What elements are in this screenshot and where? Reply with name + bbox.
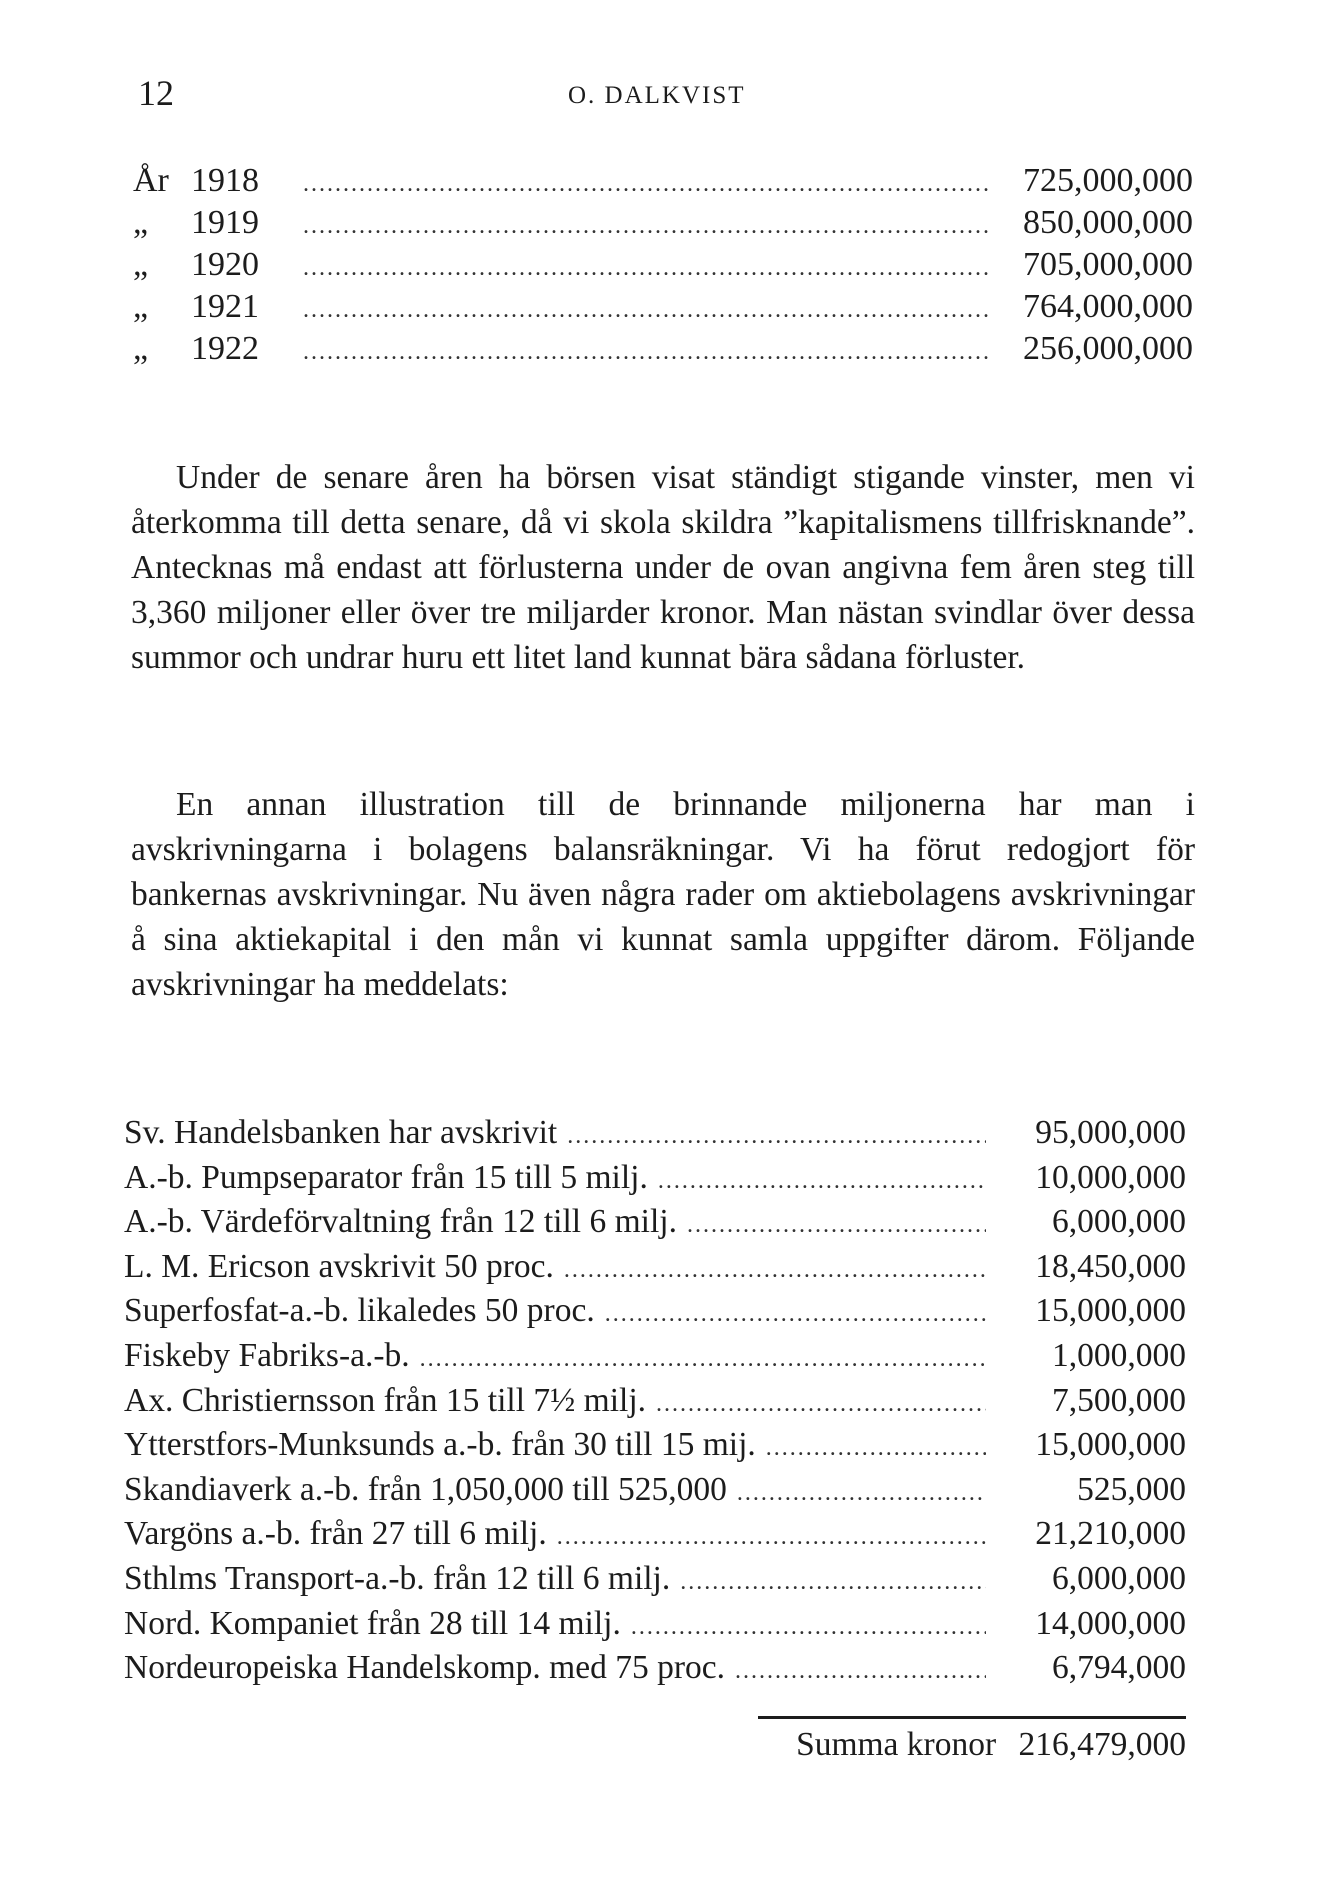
year-amount: 764,000,000 <box>1023 288 1193 325</box>
year-label: 1920 <box>191 246 259 283</box>
writedown-row <box>124 1515 1186 1560</box>
total-label: Summa kronor <box>796 1726 997 1763</box>
paragraph-text: En annan illustration till de brinnande miljonerna har man i avskrivningarna i bolagens balansräkningar. Vi ha förut redogjort för bankernas avskrivningar. Nu även några rader om aktiebolagens avskrivningar å sina aktiekapital i den mån vi kunnat samla uppgifter därom. Följande avskrivningar ha meddelats: <box>131 786 1195 1003</box>
writedown-row <box>124 1203 1186 1248</box>
year-prefix: „ <box>133 330 149 367</box>
writedown-row <box>124 1649 1186 1694</box>
writedown-amount: 14,000,000 <box>1035 1604 1186 1642</box>
dot-leader <box>303 297 991 324</box>
dot-leader <box>737 1480 986 1507</box>
dot-leader <box>303 213 991 240</box>
page-number: 12 <box>138 73 174 113</box>
dot-leader <box>303 339 991 366</box>
writedown-label: Skandiaverk a.-b. från 1,050,000 till 525,000 <box>124 1470 727 1508</box>
writedown-amount: 7,500,000 <box>1052 1381 1186 1419</box>
dot-leader <box>735 1658 986 1685</box>
year-label: 1921 <box>191 288 259 325</box>
total-amount: 216,479,000 <box>1018 1726 1186 1763</box>
paragraph-writedowns <box>131 782 1195 1007</box>
writedown-amount: 1,000,000 <box>1052 1336 1186 1374</box>
year-row <box>133 246 1193 288</box>
dot-leader <box>303 171 991 198</box>
year-prefix: „ <box>133 204 149 241</box>
year-amount: 705,000,000 <box>1023 246 1193 283</box>
writedown-label: Nordeuropeiska Handelskomp. med 75 proc. <box>124 1649 725 1687</box>
total-row <box>600 1726 1186 1764</box>
year-label: 1919 <box>191 204 259 241</box>
dot-leader <box>303 255 991 282</box>
dot-leader <box>631 1614 986 1641</box>
paragraph-losses <box>131 455 1195 680</box>
writedown-row <box>124 1292 1186 1337</box>
writedown-label: A.-b. Värdeförvaltning från 12 till 6 milj. <box>124 1203 677 1241</box>
dot-leader <box>687 1212 986 1239</box>
year-row <box>133 162 1193 204</box>
page-header <box>138 72 1190 122</box>
year-amount: 850,000,000 <box>1023 204 1193 241</box>
year-label: 1918 <box>191 162 259 199</box>
dot-leader <box>420 1346 986 1373</box>
yearly-losses-list <box>133 162 1193 372</box>
dot-leader <box>656 1391 986 1418</box>
writedown-amount: 15,000,000 <box>1035 1292 1186 1330</box>
writedown-amount: 525,000 <box>1077 1470 1186 1508</box>
year-prefix: „ <box>133 246 149 283</box>
writedown-row <box>124 1471 1186 1516</box>
writedown-label: Vargöns a.-b. från 27 till 6 milj. <box>124 1515 547 1553</box>
writedown-amount: 15,000,000 <box>1035 1426 1186 1464</box>
dot-leader <box>658 1168 986 1195</box>
total-rule <box>758 1716 1186 1719</box>
writedown-label: Superfosfat-a.-b. likaledes 50 proc. <box>124 1292 595 1330</box>
writedown-amount: 18,450,000 <box>1035 1247 1186 1285</box>
writedown-amount: 21,210,000 <box>1035 1515 1186 1553</box>
year-amount: 256,000,000 <box>1023 330 1193 367</box>
writedown-label: Fiskeby Fabriks-a.-b. <box>124 1336 410 1374</box>
dot-leader <box>557 1524 986 1551</box>
writedown-label: Ax. Christiernsson från 15 till 7½ milj. <box>124 1381 647 1419</box>
dot-leader <box>680 1569 986 1596</box>
dot-leader <box>766 1435 986 1462</box>
writedown-amount: 95,000,000 <box>1035 1114 1186 1151</box>
year-row <box>133 288 1193 330</box>
year-label: 1922 <box>191 330 259 367</box>
writedown-amount: 10,000,000 <box>1035 1158 1186 1196</box>
year-prefix: „ <box>133 288 149 325</box>
writedown-row <box>124 1248 1186 1293</box>
writedown-label: Sthlms Transport-a.-b. från 12 till 6 milj. <box>124 1559 671 1597</box>
writedown-amount: 6,000,000 <box>1052 1203 1186 1241</box>
dot-leader <box>605 1301 986 1328</box>
year-prefix: År <box>133 162 169 199</box>
writedown-label: A.-b. Pumpseparator från 15 till 5 milj. <box>124 1158 648 1196</box>
writedown-row <box>124 1159 1186 1204</box>
writedown-row <box>124 1382 1186 1427</box>
running-head: O. DALKVIST <box>568 82 746 109</box>
paragraph-text: Under de senare åren ha börsen visat ständigt stigande vinster, men vi återkomma till detta senare, då vi skola skildra ”kapitalismens tillfrisknande”. Antecknas må endast att förlusterna under de ovan angivna fem åren steg till 3,360 miljoner eller över tre miljarder kronor. Man nästan svindlar över dessa summor och undrar huru ett litet land kunnat bära sådana förluster. <box>131 459 1195 676</box>
year-amount: 725,000,000 <box>1023 162 1193 199</box>
writedown-row <box>124 1337 1186 1382</box>
year-row <box>133 330 1193 372</box>
writedown-label: L. M. Ericson avskrivit 50 proc. <box>124 1247 554 1285</box>
dot-leader <box>564 1257 986 1284</box>
writedown-row <box>124 1426 1186 1471</box>
writedown-row <box>124 1560 1186 1605</box>
writedown-label: Nord. Kompaniet från 28 till 14 milj. <box>124 1604 621 1642</box>
writedown-label: Sv. Handelsbanken har avskrivit <box>124 1114 558 1151</box>
writedown-row <box>124 1605 1186 1650</box>
writedown-amount: 6,000,000 <box>1052 1559 1186 1597</box>
writedown-row <box>124 1114 1186 1159</box>
writedowns-list <box>124 1114 1186 1694</box>
writedown-label: Ytterstfors-Munksunds a.-b. från 30 till 15 mij. <box>124 1426 756 1464</box>
year-row <box>133 204 1193 246</box>
dot-leader <box>567 1123 986 1150</box>
writedown-amount: 6,794,000 <box>1052 1649 1186 1687</box>
